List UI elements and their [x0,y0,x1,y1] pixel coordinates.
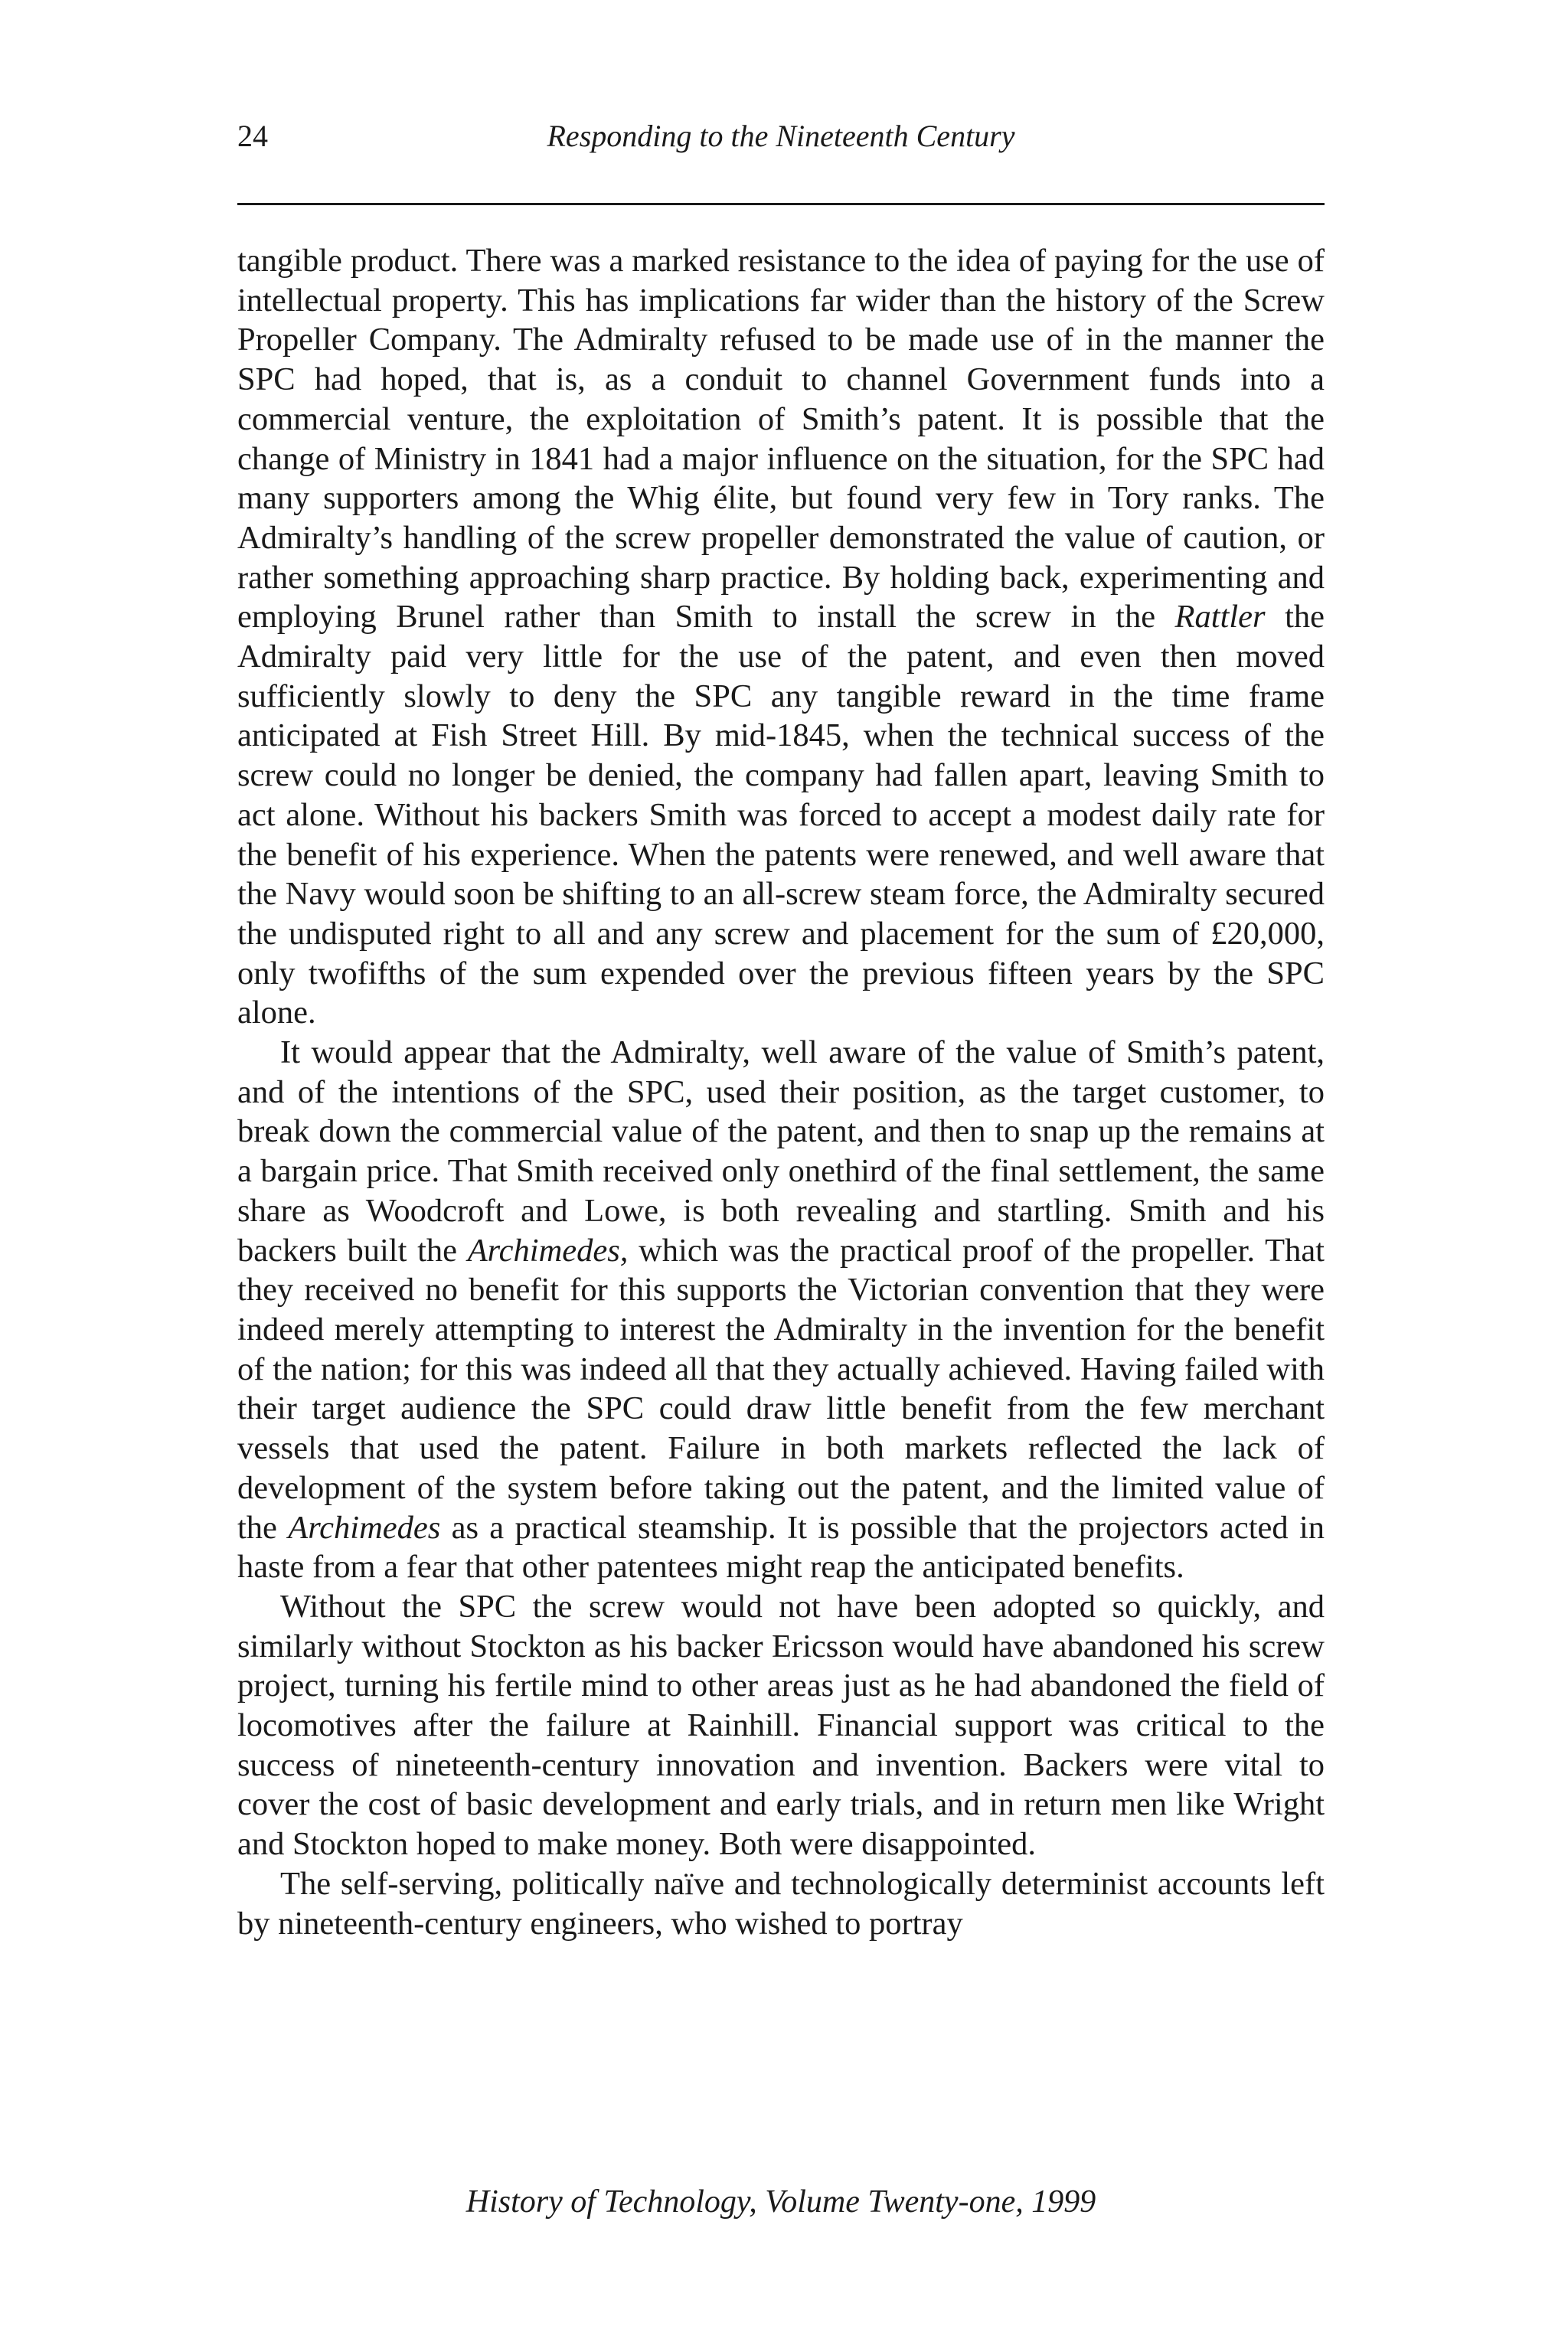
text-run: The self-serving, politically naïve and technologically determinist accounts left by nineteenth-century engineers, who wished to portray [237,1865,1325,1942]
paragraph-3 [237,1587,1325,1864]
ship-name-rattler: Rattler [1174,599,1266,635]
text-run: It would appear that the Admiralty, well aware of the value of Smith’s patent, and of the intentions of the SPC, used their position, as the target customer, to break down the commercial value of the patent, and then to snap up the remains at a bargain price. That Smith received only onethird of the final settlement, the same share as Woodcroft and Lowe, is both revealing and startling. Smith and his backers built the [237,1034,1325,1269]
text-run: Without the SPC the screw would not have been adopted so quickly, and similarly without Stockton as his backer Ericsson would have abandoned his screw project, turning his fertile mind to other areas just as he had abandoned the field of locomotives after the failure at Rainhill. Financial support was critical to the success of nineteenth-century innovation and invention. Backers were vital to cover the cost of basic development and early trials, and in return men like Wright and Stockton hoped to make money. Both were disappointed. [237,1588,1325,1863]
paragraph-1 [237,241,1325,1033]
text-run: which was the practical proof of the propeller. That they received no benefit for this supports the Victorian convention that they were indeed merely attempting to interest the Admiralty in the invention for the benefit of the nation; for this was indeed all that they actually achieved. Having failed with their target audience the SPC could draw little benefit from the few merchant vessels that used the patent. Failure in both markets reflected the lack of development of the system before taking out the patent, and the limited value of the [237,1232,1325,1546]
journal-footer: History of Technology, Volume Twenty-one, 1999 [466,2184,1096,2220]
text-run: tangible product. There was a marked resistance to the idea of paying for the use of intellectual property. This has implications far wider than the history of the Screw Propeller Company. The Admiralty refused to be made use of in the manner the SPC had hoped, that is, as a conduit to channel Government funds into a commercial venture, the exploitation of Smith’s patent. It is possible that the change of Ministry in 1841 had a major influence on the situation, for the SPC had many supporters among the Whig élite, but found very few in Tory ranks. The Admiralty’s handling of the screw propeller demonstrated the value of caution, or rather something approaching sharp practice. By holding back, experimenting and employing Brunel rather than Smith to install the screw in the [237,243,1325,635]
body-text [237,241,1325,1943]
paragraph-4 [237,1864,1325,1943]
text-run: the Admiralty paid very little for the use of the patent, and even then moved sufficiently slowly to deny the SPC any tangible reward in the time frame anticipated at Fish Street Hill. By mid-1845, when the technical success of the screw could no longer be denied, the company had fallen apart, leaving Smith to act alone. Without his backers Smith was forced to accept a modest daily rate for the benefit of his experience. When the patents were renewed, and well aware that the Navy would soon be shifting to an all-screw steam force, the Admiralty secured the undisputed right to all and any screw and placement for the sum of £20,000, only twofifths of the sum expended over the previous fifteen years by the SPC alone. [237,599,1325,1031]
paragraph-2 [237,1033,1325,1587]
ship-name-archimedes: Archimedes, [467,1232,629,1269]
header-rule [237,203,1325,205]
running-title: Responding to the Nineteenth Century [547,119,1015,153]
page-number: 24 [237,119,268,153]
text-run: as a practical steamship. It is possible that the projectors acted in haste from a fear that other patentees might reap the anticipated benefits. [237,1509,1325,1586]
running-head [237,113,1325,159]
ship-name-archimedes: Archimedes [288,1509,441,1546]
